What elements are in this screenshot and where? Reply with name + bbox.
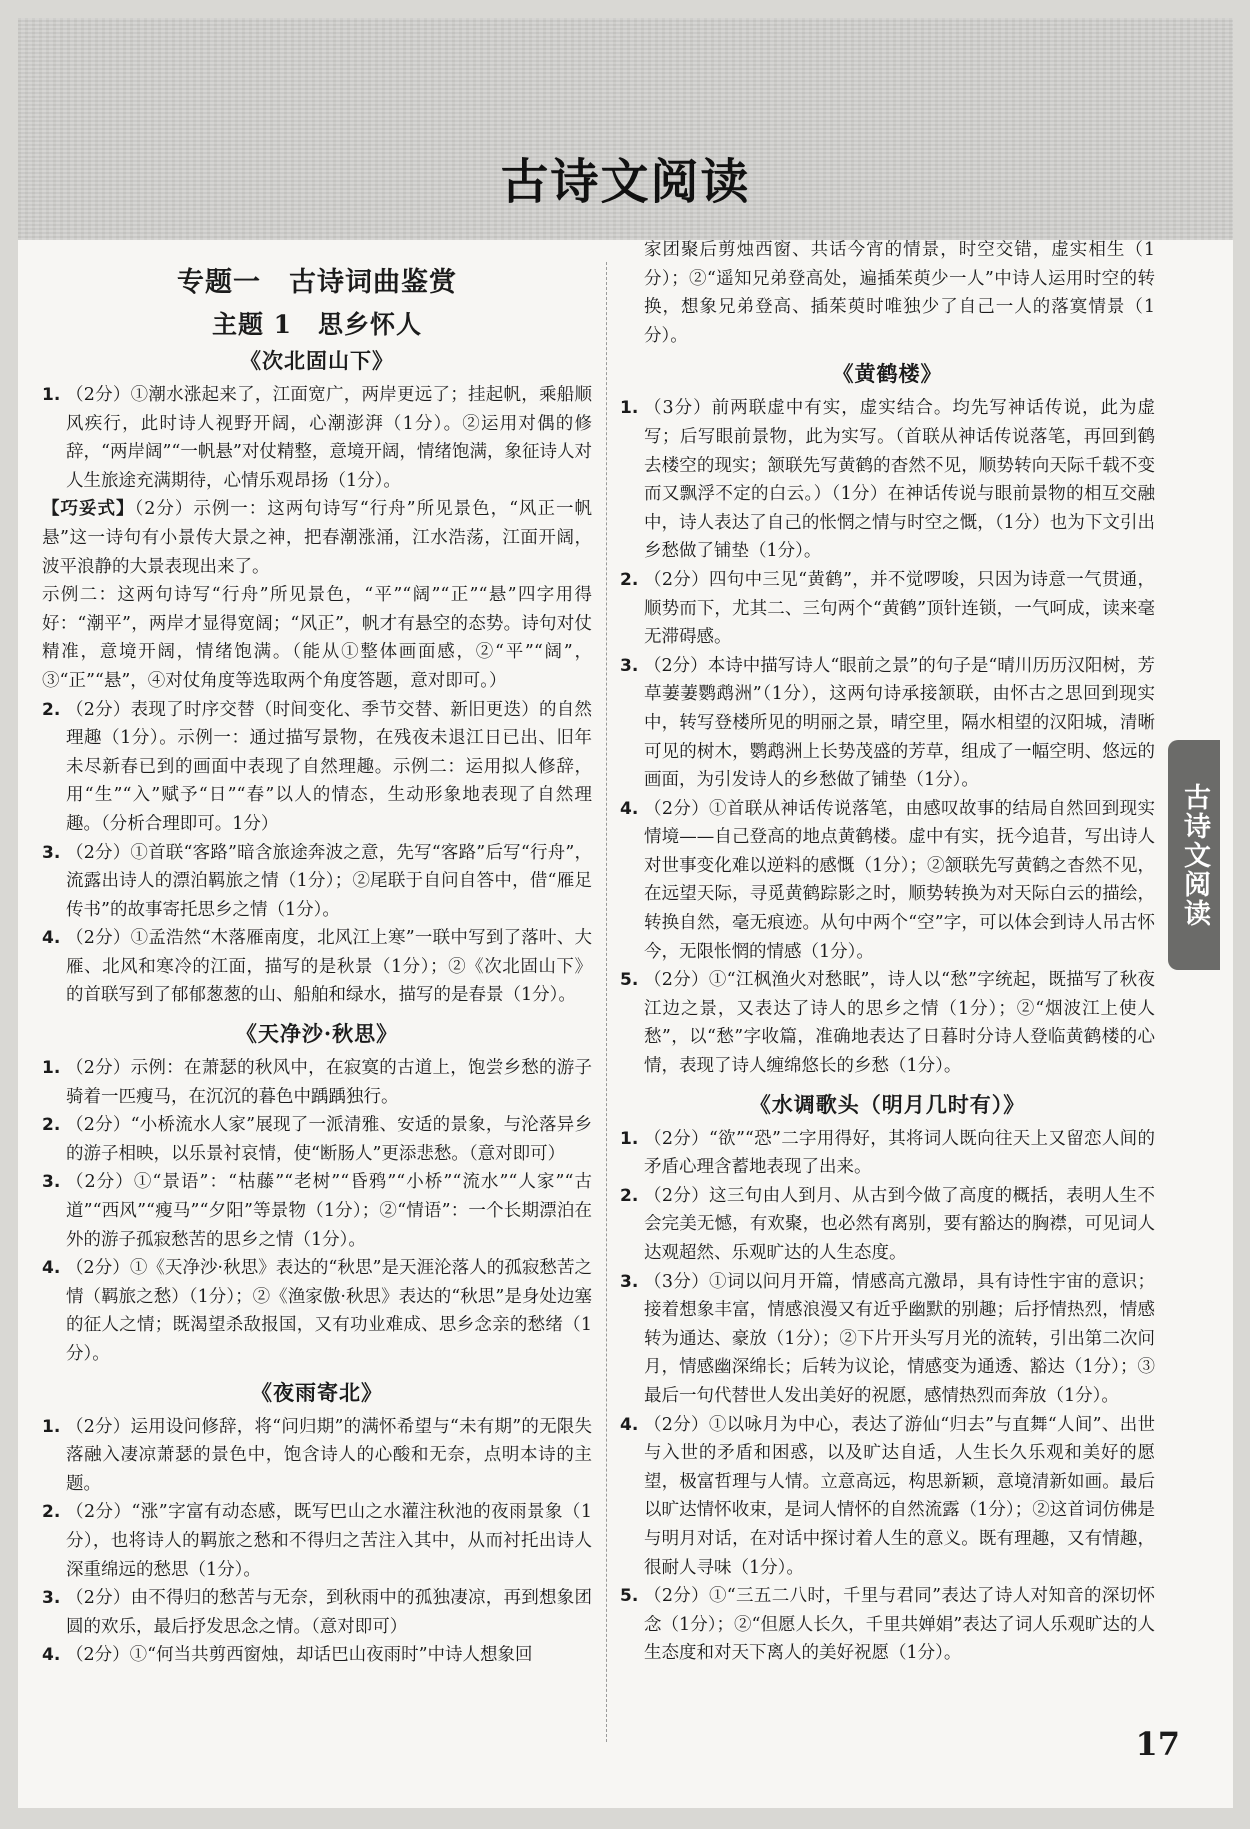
section-side-tab: 古诗文阅读 <box>1168 740 1220 970</box>
page-number: 17 <box>1135 1725 1180 1763</box>
answer-item: 4. （2分）①以咏月为中心，表达了游仙“归去”与直舞“人间”、出世与入世的矛盾和困惑，以及旷达自适，人生长久乐观和美好的愿望，极富哲理与人情。立意高远，构思新颖，意境清新如画。最后以旷达情怀收束，是词人情怀的自然流露（1分）；②这首词仿佛是与明月对话，在对话中探讨着人生的意义。既有理趣，又有情趣，很耐人寻味（1分）。 <box>620 1414 1155 1578</box>
answer-item: 3. （2分）①“景语”：“枯藤”“老树”“昏鸦”“小桥”“流水”“人家”“古道”“西风”“瘦马”“夕阳”等景物（1分）；②“情语”：一个长期漂泊在外的游子孤寂愁苦的思乡之情（1分）。 <box>42 1172 592 1250</box>
poem-title: 《天净沙·秋思》 <box>235 1021 399 1047</box>
answer-item: 5. （2分）①“三五二八时，千里与君同”表达了诗人对知音的深切怀念（1分）；②“但愿人长久，千里共婵娟”表达了词人乐观旷达的人生态度和对天下离人的美好祝愿（1分）。 <box>620 1586 1155 1664</box>
continued-answer: 家团聚后剪烛西窗、共话今宵的情景，时空交错，虚实相生（1分）；②“遥知兄弟登高处，遍插茱萸少一人”中诗人运用时空的转换，想象兄弟登高、插茱萸时唯独少了自己一人的落寞情景（1分）。 <box>644 240 1155 346</box>
answer-item: 4. （2分）①“何当共剪西窗烛，却话巴山夜雨时”中诗人想象回 <box>42 1645 533 1666</box>
answer-item: 2. （2分）这三句由人到月、从古到今做了高度的概括，表明人生不会完美无憾，有欢聚，也必然有离别，要有豁达的胸襟，可见词人达观超然、乐观旷达的人生态度。 <box>620 1185 1155 1263</box>
poem-title: 《水调歌头（明月几时有）》 <box>749 1091 1026 1117</box>
answer-item: 3. （3分）①词以问月开篇，情感高亢激昂，具有诗性宇宙的意识；接着想象丰富，情感浪漫又有近乎幽默的别趣；后抒情热烈，情感转为通达、豪放（1分）；②下片开头写月光的流转，引出第二次问月，情感幽深绵长；后转为议论，情感变为通透、豁达（1分）；③最后一句代替世人发出美好的祝愿，感情热烈而奔放（1分）。 <box>620 1271 1155 1406</box>
poem-title: 《夜雨寄北》 <box>251 1379 383 1405</box>
answer-item: 1. （2分）运用设问修辞，将“问归期”的满怀希望与“未有期”的无限失落融入凄凉萧瑟的景色中，饱含诗人的心酸和无奈，点明本诗的主题。 <box>42 1416 592 1494</box>
tip-paragraph: 【巧妥式】（2分）示例一：这两句诗写“行舟”所见景色，“风正一帆悬”这一诗句有小景传大景之神，把春潮涨涌，江水浩荡，江面开阔，波平浪静的大景表现出来了。 <box>42 499 592 577</box>
answer-item: 4. （2分）①《天净沙·秋思》表达的“秋思”是天涯沦落人的孤寂愁苦之情（羁旅之愁）（1分）；②《渔家傲·秋思》表达的“秋思”是身处边塞的征人之情；既渴望杀敌报国，又有功业难成、思乡念亲的愁绪（1分）。 <box>42 1258 592 1364</box>
answer-item: 1. （2分）①潮水涨起来了，江面宽广，两岸更远了；挂起帆，乘船顺风疾行，此时诗人视野开阔，心潮澎湃（1分）。②运用对偶的修辞，“两岸阔”“一帆悬”对仗精整，意境开阔，情绪饱满，象征诗人对人生旅途充满期待，心情乐观昂扬（1分）。 <box>42 385 592 491</box>
answer-item: 3. （2分）本诗中描写诗人“眼前之景”的句子是“晴川历历汉阳树，芳草萋萋鹦鹉洲”（1分），这两句诗承接颔联，由怀古之思回到现实中，转写登楼所见的明丽之景，晴空里，隔水相望的汉阳城，清晰可见的树木，鹦鹉洲上长势茂盛的芳草，组成了一幅空明、悠远的画面，为引发诗人的乡愁做了铺垫（1分）。 <box>620 655 1155 791</box>
answer-item: 2. （2分）“小桥流水人家”展现了一派清雅、安适的景象，与沦落异乡的游子相映，以乐景衬哀情，使“断肠人”更添悲愁。（意对即可） <box>42 1115 592 1164</box>
answer-item: 3. （2分）①首联“客路”暗含旅途奔波之意，先写“客路”后写“行舟”，流露出诗人的漂泊羁旅之情（1分）；②尾联于自问自答中，借“雁足传书”的故事寄托思乡之情（1分）。 <box>42 842 592 920</box>
answer-item: 3. （2分）由不得归的愁苦与无奈，到秋雨中的孤独凄凉，再到想象团圆的欢乐，最后抒发思念之情。（意对即可） <box>42 1588 592 1637</box>
answer-item: 1. （2分）示例：在萧瑟的秋风中，在寂寞的古道上，饱尝乡愁的游子骑着一匹瘦马，在沉沉的暮色中踽踽独行。 <box>42 1058 592 1107</box>
answer-item: 2. （2分）表现了时序交替（时间变化、季节交替、新旧更迭）的自然理趣（1分）。示例一：通过描写景物，在残夜未退江日已出、旧年未尽新春已到的画面中表现了自然理趣。示例二：运用拟人修辞，用“生”“入”赋予“日”“春”以人的情态，生动形象地表现了自然理趣。（分析合理即可。1分） <box>42 699 592 834</box>
answer-item: 5. （2分）①“江枫渔火对愁眠”，诗人以“愁”字统起，既描写了秋夜江边之景，又表达了诗人的思乡之情（1分）；②“烟波江上使人愁”，以“愁”字收篇，准确地表达了日暮时分诗人登临黄鹤楼的心情，表现了诗人缠绵悠长的乡愁（1分）。 <box>620 970 1155 1077</box>
answer-item: 4. （2分）①孟浩然“木落雁南度，北风江上寒”一联中写到了落叶、大雁、北风和寒冷的江面，描写的是秋景（1分）；②《次北固山下》的首联写到了郁郁葱葱的山、船舶和绿水，描写的是春景（1分）。 <box>42 928 592 1006</box>
tip-label: 【巧妥式】 <box>42 499 135 520</box>
right-column <box>620 236 1155 1668</box>
answer-item: 4. （2分）①首联从神话传说落笔，由感叹故事的结局自然回到现实情境——自己登高的地点黄鹤楼。虚中有实，抚今追昔，写出诗人对世事变化难以逆料的感慨（1分）；②颔联先写黄鹤之杳然不见，在远望天际，寻觅黄鹤踪影之时，顺势转换为对天际白云的描绘，转换自然，毫无痕迹。从句中两个“空”字，可以体会到诗人吊古怀今，无限怅惘的情感（1分）。 <box>620 798 1155 962</box>
poem-title: 《次北固山下》 <box>240 348 394 373</box>
tip-paragraph-2: 示例二：这两句诗写“行舟”所见景色，“平”“阔”“正”“悬”四字用得好：“潮平”，两岸才显得宽阔；“风正”，帆才有悬空的态势。诗句对仗精准，意境开阔，情绪饱满。（能从①整体画面感，②“平”“阔”，③“正”“悬”，④对仗角度等选取两个角度答题，意对即可。） <box>42 585 592 691</box>
column-divider <box>606 262 607 1742</box>
section-title: 古诗文阅读 <box>500 154 751 210</box>
poem-title: 《黄鹤楼》 <box>832 361 943 387</box>
answer-item: 1. （2分）“欲”“恐”二字用得好，其将词人既向往天上又留恋人间的矛盾心理含蓄地表现了出来。 <box>620 1128 1155 1178</box>
theme-heading: 主题 1 思乡怀人 <box>211 310 423 339</box>
answer-item: 2. （2分）四句中三见“黄鹤”，并不觉啰唆，只因为诗意一气贯通，顺势而下，尤其二、三句两个“黄鹤”顶针连锁，一气呵成，读来毫无滞碍感。 <box>620 569 1155 648</box>
answer-item: 2. （2分）“涨”字富有动态感，既写巴山之水灌注秋池的夜雨景象（1分），也将诗人的羁旅之愁和不得归之苦注入其中，从而衬托出诗人深重绵远的愁思（1分）。 <box>42 1502 592 1580</box>
answer-item: 1. （3分）前两联虚中有实，虚实结合。均先写神话传说，此为虚写；后写眼前景物，此为实写。（首联从神话传说落笔，再回到鹤去楼空的现实；颔联先写黄鹤的杳然不见，顺势转向天际千载不变而又飘浮不定的白云。）（1分）在神话传说与眼前景物的相互交融中，诗人表达了自己的怅惘之情与时空之慨，（1分）也为下文引出乡愁做了铺垫（1分）。 <box>620 398 1155 562</box>
topic-heading: 专题一 古诗词曲鉴赏 <box>177 267 457 298</box>
section-banner <box>18 18 1233 240</box>
left-column <box>42 260 592 1670</box>
